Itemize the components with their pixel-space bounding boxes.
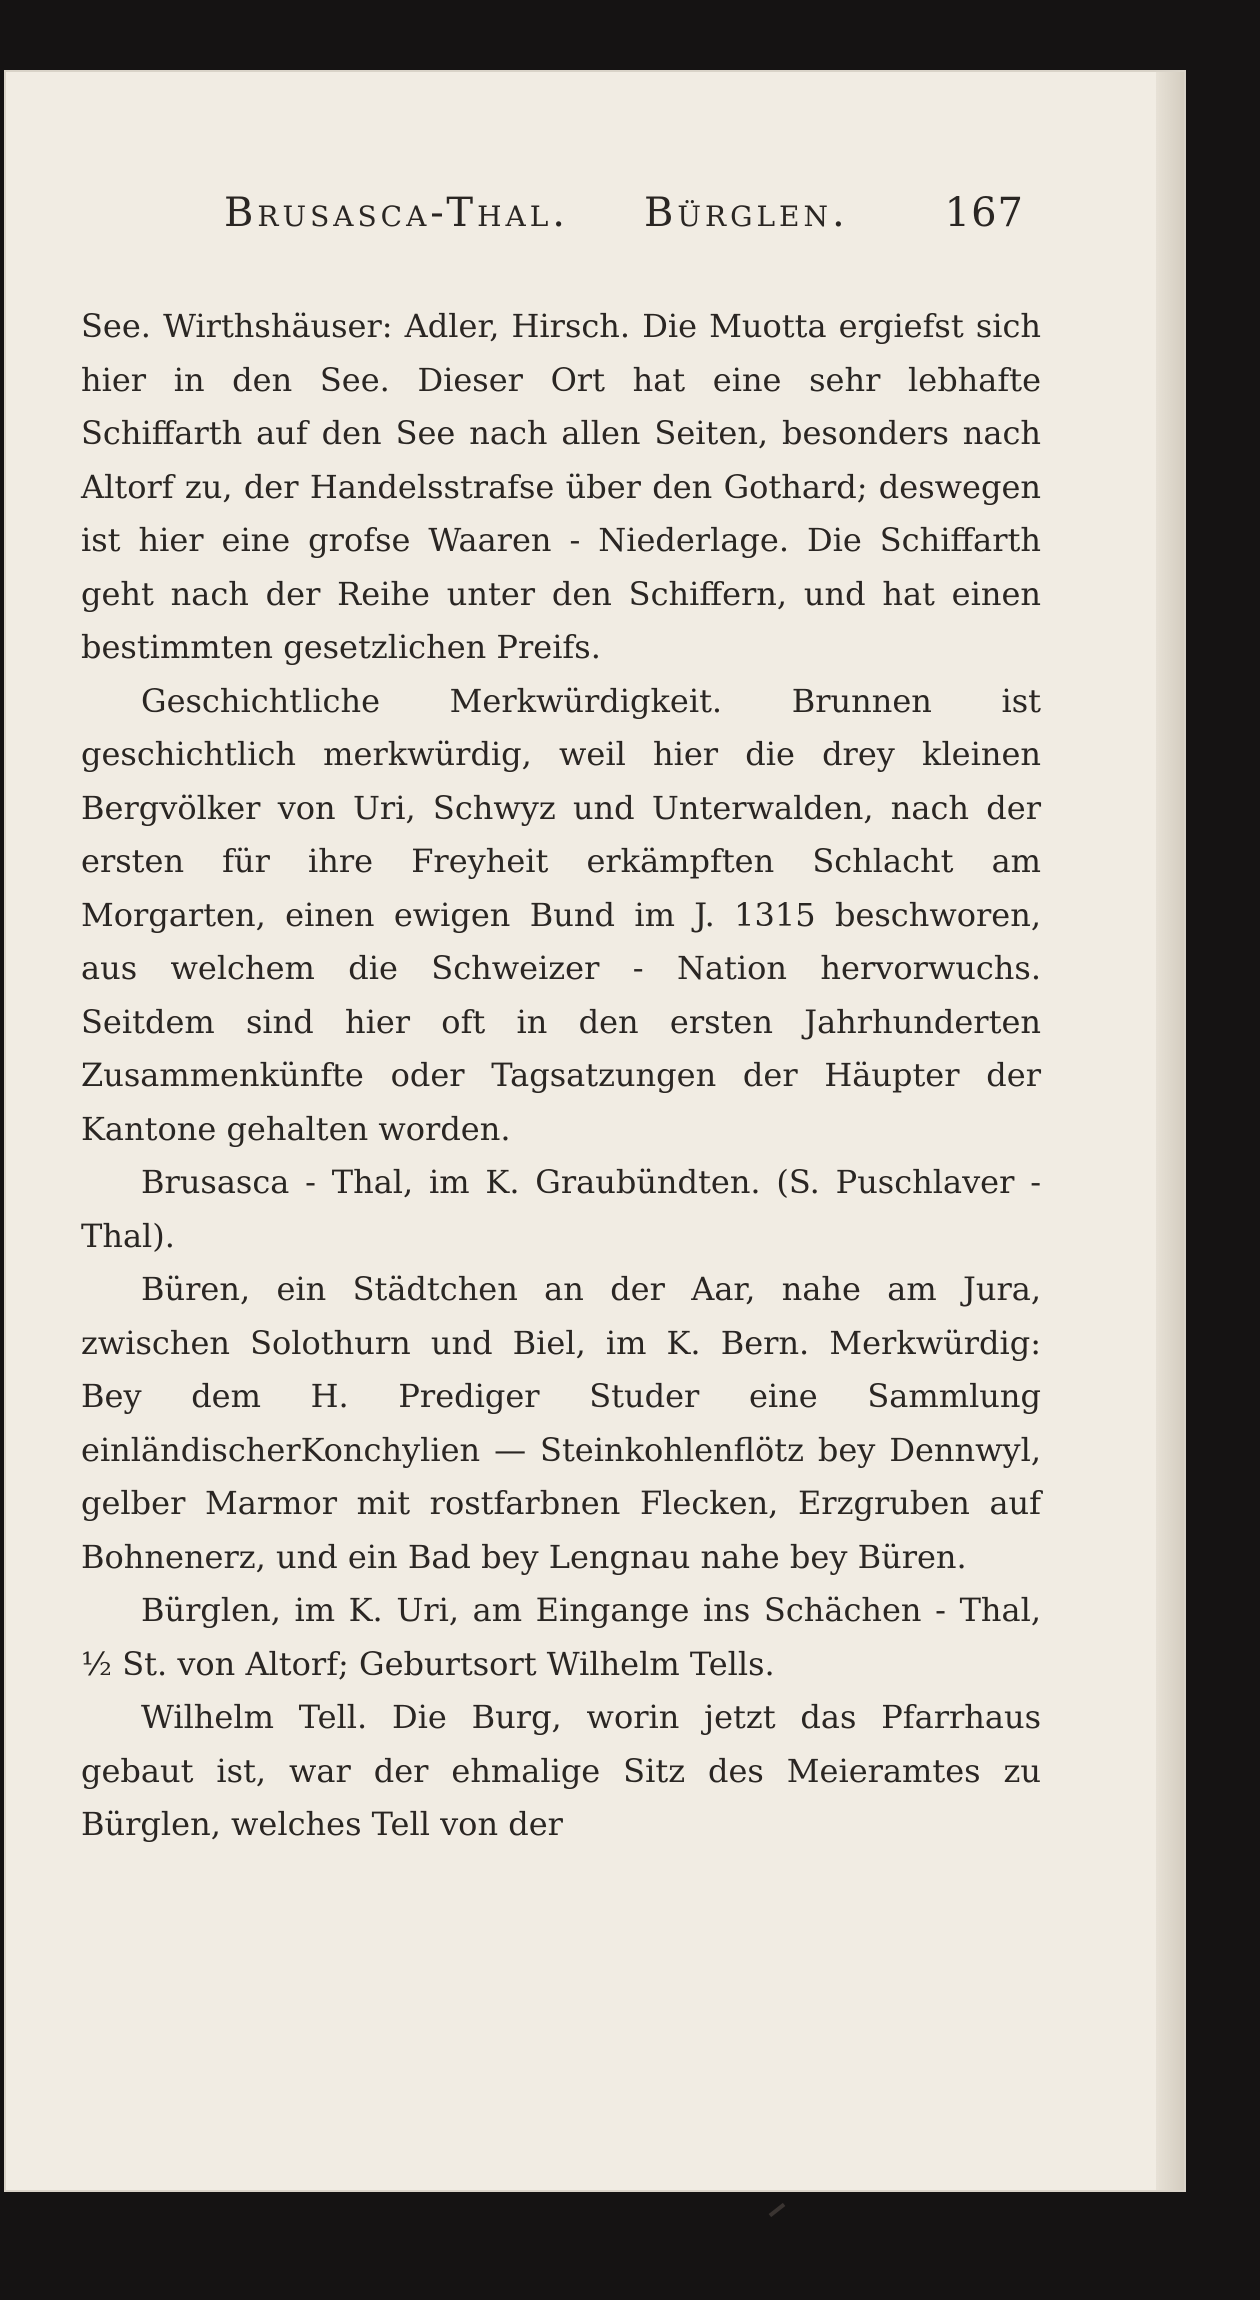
page-edge <box>1156 72 1184 2190</box>
running-header <box>224 190 1024 250</box>
header-left-title: Brusasca-Thal. <box>224 190 570 236</box>
entry-brusasca-thal: Brusasca - Thal, im K. Graubündten. (S. Puschlaver - Thal). <box>81 1163 1041 1255</box>
header-right-title: Bürglen. <box>644 190 849 236</box>
paragraph-historical-note: Geschichtliche Merkwürdigkeit. Brunnen ist geschichtlich merkwürdig, weil hier die drey kleinen Bergvölker von Uri, Schwyz und Unterwalden, nach der ersten für ihre Freyheit erkämpften Schlacht am Morgarten, einen ewigen Bund im J. 1315 beschworen, aus welchem die Schweizer - Nation hervorwuchs. Seitdem sind hier oft in den ersten Jahrhunderten Zusammenkünfte oder Tagsatzungen der Häupter der Kantone gehalten worden. <box>81 681 1041 1148</box>
entry-buerglen: Bürglen, im K. Uri, am Eingange ins Schächen - Thal, ½ St. von Altorf; Geburtsort Wilhelm Tells. <box>81 1591 1041 1683</box>
page-number: 167 <box>944 190 1024 236</box>
book-page <box>6 72 1184 2190</box>
entry-bueren: Büren, ein Städtchen an der Aar, nahe am Jura, zwischen Solothurn und Biel, im K. Bern. Merkwürdig: Bey dem H. Prediger Studer eine Sammlung einländischerKonchylien — Steinkohlenflötz bey Dennwyl, gelber Marmor mit rostfarbnen Flecken, Erzgruben auf Bohnenerz, und ein Bad bey Lengnau nahe bey Büren. <box>81 1270 1041 1576</box>
body-text <box>81 300 1041 1852</box>
paragraph-brunnen-continued: See. Wirthshäuser: Adler, Hirsch. Die Muotta ergiefst sich hier in den See. Dieser Ort hat eine sehr lebhafte Schiffarth auf den See nach allen Seiten, besonders nach Altorf zu, der Handelsstrafse über den Gothard; deswegen ist hier eine grofse Waaren - Niederlage. Die Schiffarth geht nach der Reihe unter den Schiffern, und hat einen bestimmten gesetzlichen Preifs. <box>81 307 1041 666</box>
paragraph-wilhelm-tell: Wilhelm Tell. Die Burg, worin jetzt das Pfarrhaus gebaut ist, war der ehmalige Sitz des Meieramtes zu Bürglen, welches Tell von der <box>81 1698 1041 1843</box>
